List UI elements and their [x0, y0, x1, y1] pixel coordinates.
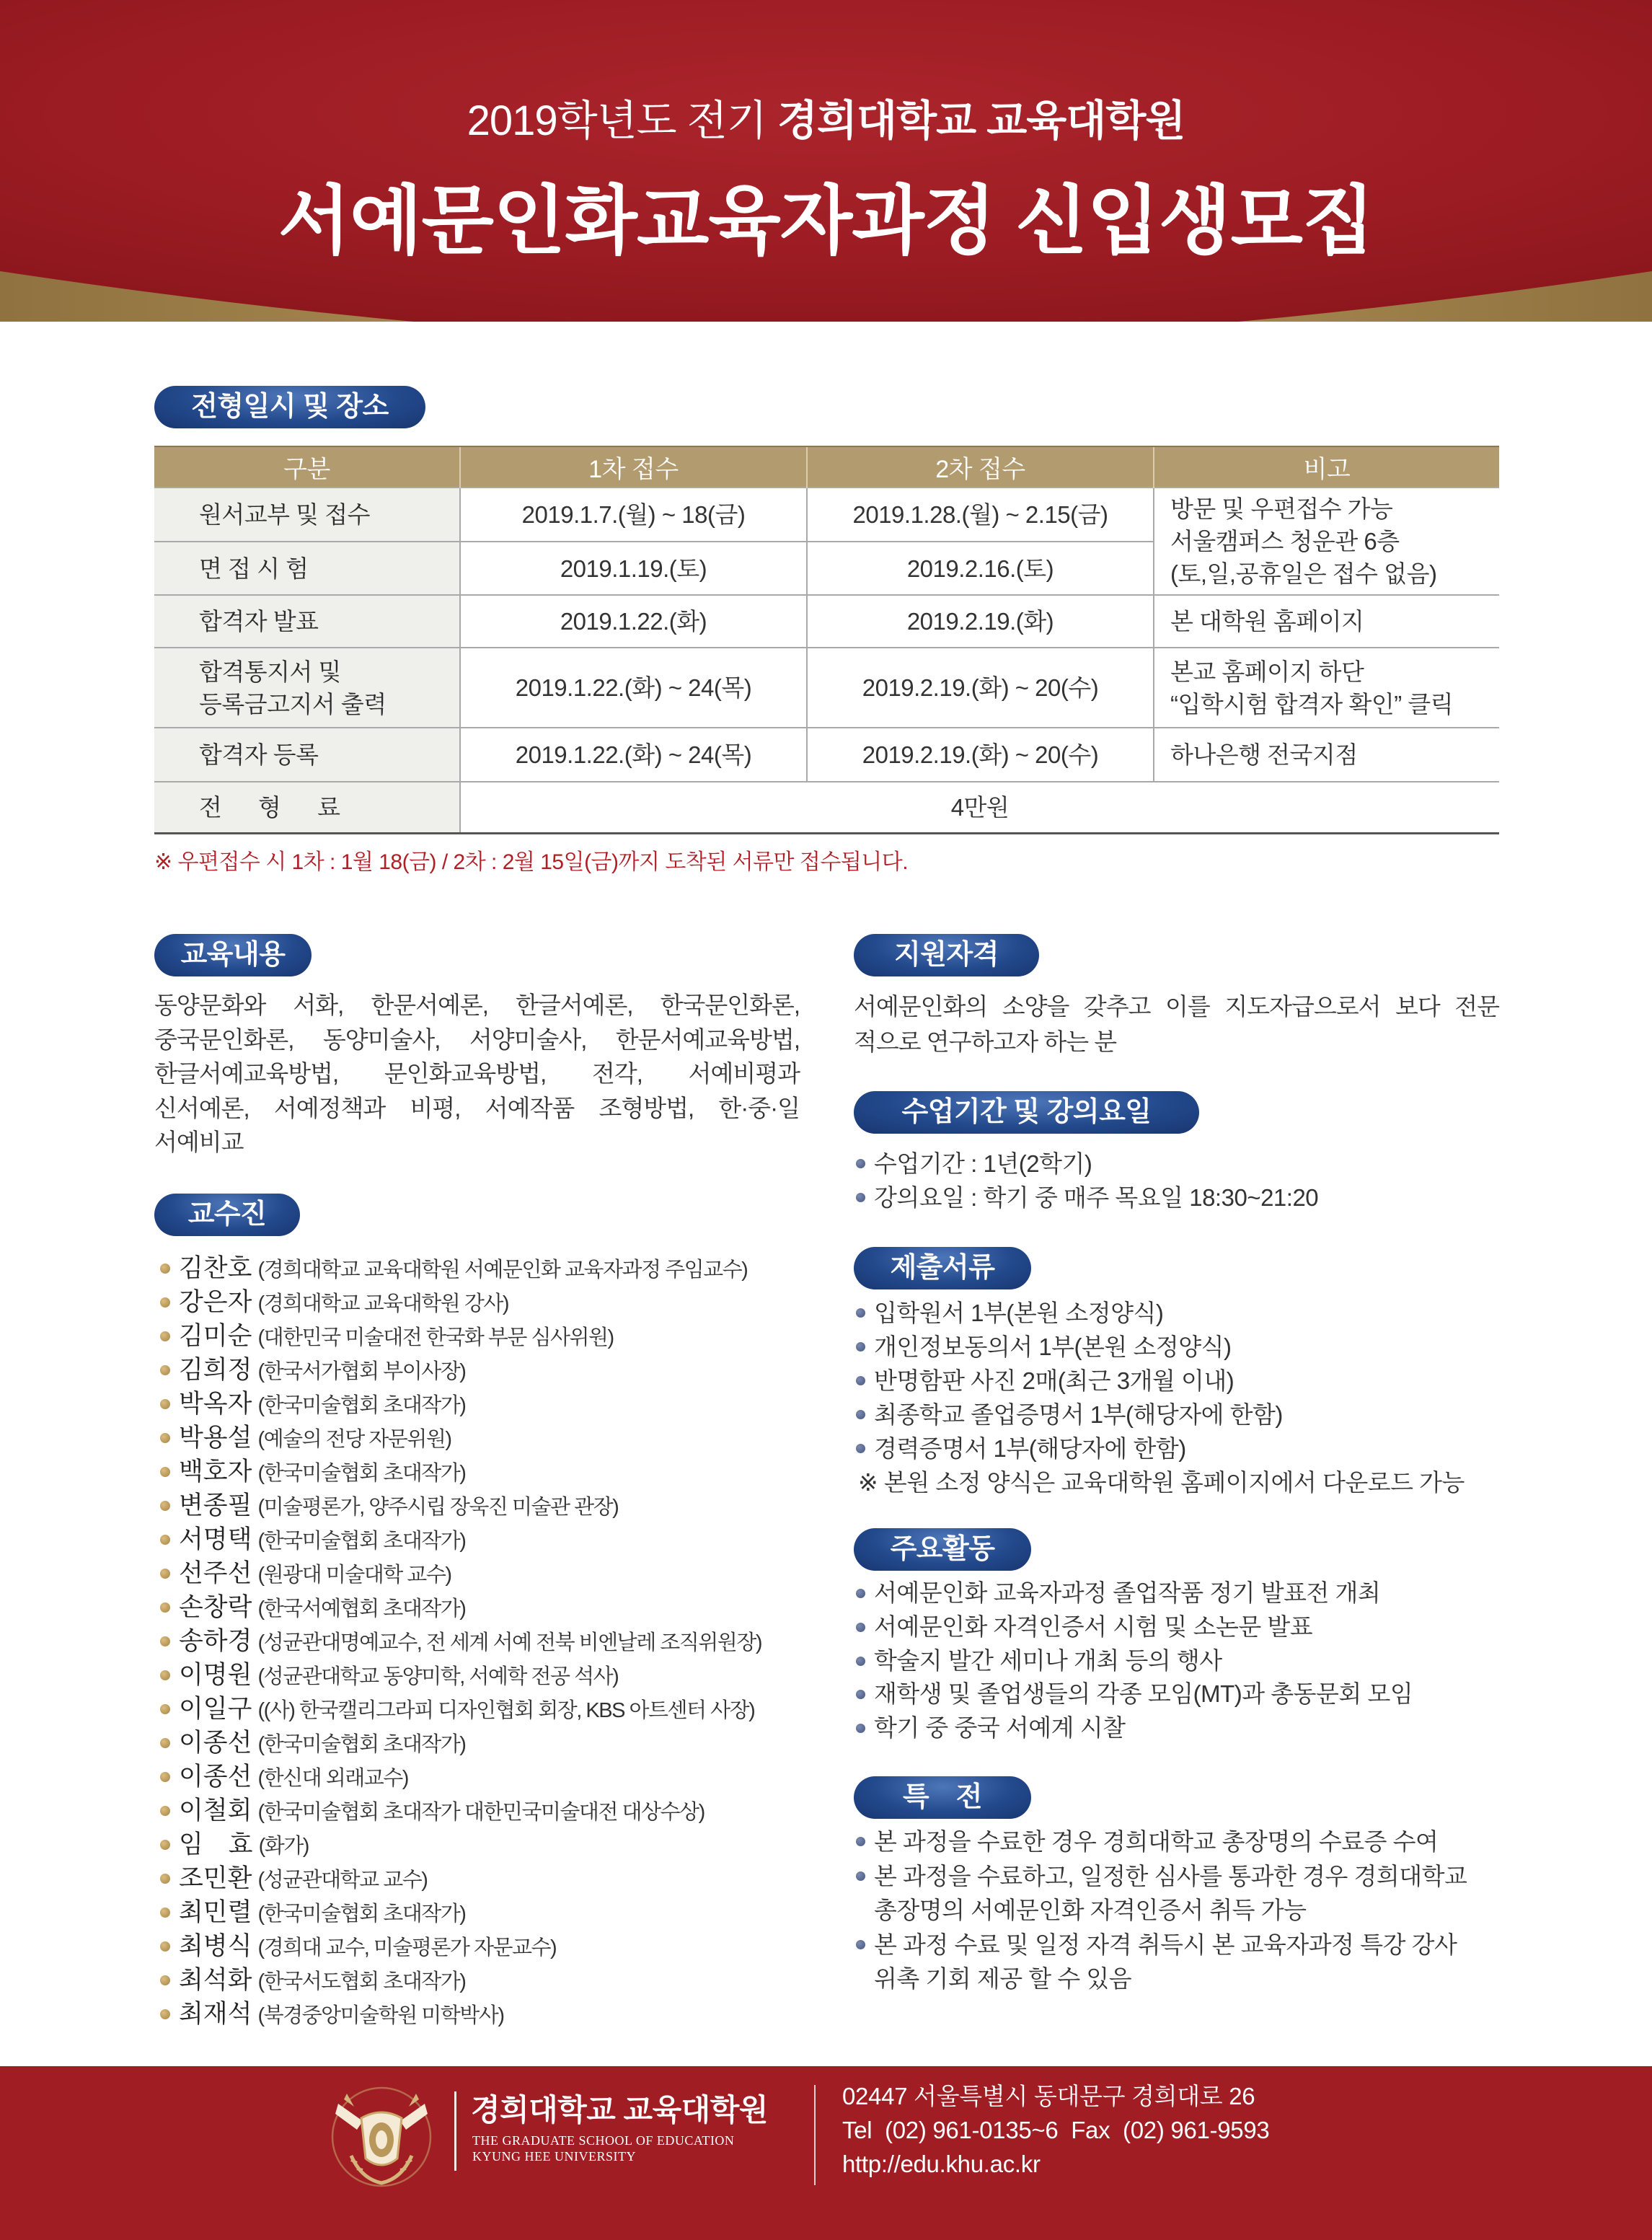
bullet-icon	[160, 1840, 170, 1850]
list-item	[854, 1644, 1499, 1678]
bullet-icon	[160, 1941, 170, 1952]
footer-website: http://edu.khu.ac.kr	[842, 2151, 1041, 2177]
education-line: 동양문화와 서화, 한문서예론, 한글서예론, 한국문인화론,	[154, 992, 800, 1018]
faculty-description: (한국미술협회 초대작가)	[257, 1530, 466, 1553]
faculty-description: (성균관대학교 교수)	[257, 1869, 428, 1892]
faculty-name: 임 효	[179, 1830, 253, 1858]
faculty-member	[154, 1590, 810, 1624]
second-round-date: 2019.2.19.(화)	[807, 595, 1154, 648]
list-item	[854, 1825, 1499, 1859]
faculty-list	[154, 1251, 810, 2031]
footer-phone: Tel (02) 961-0135~6 Fax (02) 961-9593	[842, 2117, 1270, 2143]
list-item-text: 본 과정을 수료한 경우 경희대학교 총장명의 수료증 수여	[874, 1828, 1439, 1855]
faculty-name: 조민환	[179, 1864, 252, 1892]
faculty-member	[154, 1251, 810, 1285]
faculty-description: (성균관대명예교수, 전 세계 서예 전북 비엔날레 조직위원장)	[257, 1631, 761, 1654]
documents-note: ※ 본원 소정 양식은 교육대학원 홈페이지에서 다운로드 가능	[858, 1469, 1465, 1496]
faculty-member	[154, 1285, 810, 1319]
faculty-name: 최재석	[179, 2000, 252, 2028]
list-item	[854, 1181, 1499, 1214]
bullet-icon	[856, 1837, 865, 1846]
bullet-icon	[160, 1399, 170, 1409]
faculty-description: (미술평론가, 양주시립 장욱진 미술관 관장)	[257, 1496, 619, 1519]
row-label: 합격자 등록	[154, 728, 460, 782]
faculty-description: (대한민국 미술대전 한국화 부문 심사위원)	[257, 1326, 614, 1349]
header-school-name: 경희대학교 교육대학원	[777, 97, 1185, 144]
footer-school-name: 경희대학교 교육대학원	[471, 2093, 768, 2127]
benefits-list	[854, 1825, 1499, 1996]
bullet-icon	[856, 1871, 865, 1881]
education-line: 중국문인화론, 동양미술사, 서양미술사, 한문서예교육방법,	[154, 1026, 800, 1053]
faculty-description: (경희대학교 교육대학원 강사)	[257, 1292, 509, 1315]
university-crest-icon	[325, 2078, 438, 2193]
faculty-member	[154, 1489, 810, 1522]
bullet-icon	[160, 1433, 170, 1443]
bullet-icon	[856, 1342, 865, 1352]
bullet-icon	[160, 1264, 170, 1274]
table-row	[154, 595, 1499, 648]
faculty-member	[154, 1861, 810, 1895]
faculty-member	[154, 1319, 810, 1353]
faculty-name: 송하경	[179, 1627, 252, 1655]
row-remark: 본교 홈페이지 하단 “입학시험 합격자 확인” 클릭	[1154, 648, 1499, 728]
faculty-member	[154, 1556, 810, 1590]
faculty-member	[154, 1624, 810, 1658]
faculty-name: 최병식	[179, 1932, 252, 1960]
fee-label: 전 형 료	[154, 782, 460, 833]
section-heading-schedule-info: 수업기간 및 강의요일	[854, 1091, 1199, 1134]
list-item	[854, 1147, 1499, 1181]
first-round-date: 2019.1.22.(화)	[460, 595, 807, 648]
list-item	[854, 1610, 1499, 1644]
table-row-fee	[154, 782, 1499, 833]
list-item	[854, 1364, 1499, 1398]
faculty-description: (성균관대학교 동양미학, 서예학 전공 석사)	[257, 1665, 619, 1688]
second-round-date: 2019.2.16.(토)	[807, 542, 1154, 595]
faculty-description: (한국서예협회 초대작가)	[257, 1597, 466, 1621]
bullet-icon	[856, 1724, 865, 1733]
first-round-date: 2019.1.22.(화) ~ 24(목)	[460, 648, 807, 728]
faculty-name: 강은자	[179, 1288, 252, 1316]
faculty-name: 최석화	[179, 1966, 252, 1994]
faculty-description: (화가)	[258, 1835, 309, 1858]
faculty-member	[154, 1794, 810, 1827]
schedule-table	[154, 446, 1499, 834]
faculty-description: ((사) 한국캘리그라피 디자인협회 회장, KBS 아트센터 사장)	[257, 1699, 755, 1722]
faculty-name: 박옥자	[179, 1390, 252, 1418]
bullet-icon	[160, 1636, 170, 1646]
second-round-date: 2019.2.19.(화) ~ 20(수)	[807, 648, 1154, 728]
faculty-description: (경희대학교 교육대학원 서예문인화 교육자과정 주임교수)	[257, 1258, 748, 1282]
bullet-icon	[160, 1806, 170, 1816]
bullet-icon	[856, 1376, 865, 1385]
list-item-text: 최종학교 졸업증명서 1부(해당자에 한함)	[874, 1401, 1283, 1428]
list-item-text: 경력증명서 1부(해당자에 한함)	[874, 1435, 1186, 1462]
list-item-text: 수업기간 : 1년(2학기)	[874, 1150, 1092, 1177]
bullet-icon	[856, 1159, 865, 1168]
first-round-date: 2019.1.7.(월) ~ 18(금)	[460, 488, 807, 542]
application-remark: 방문 및 우편접수 가능 서울캠퍼스 청운관 6층 (토,일,공휴일은 접수 없음)	[1154, 488, 1499, 595]
footer-school-name-en: THE GRADUATE SCHOOL OF EDUCATION	[472, 2133, 735, 2148]
row-label: 면 접 시 험	[154, 542, 460, 595]
bullet-icon	[856, 1193, 865, 1202]
faculty-member	[154, 1929, 810, 1963]
faculty-description: (원광대 미술대학 교수)	[257, 1564, 451, 1587]
bullet-icon	[856, 1940, 865, 1949]
list-item	[854, 1398, 1499, 1432]
faculty-description: (한국미술협회 초대작가 대한민국미술대전 대상수상)	[257, 1801, 704, 1824]
section-heading-eligibility: 지원자격	[854, 934, 1039, 976]
list-item-text: 서예문인화 교육자과정 졸업작품 정기 발표전 개최	[874, 1579, 1381, 1606]
faculty-name: 김찬호	[179, 1254, 252, 1282]
activities-list	[854, 1577, 1499, 1745]
column-header: 구분	[154, 446, 460, 488]
bullet-icon	[160, 1331, 170, 1341]
education-line: 서예비교	[154, 1129, 244, 1155]
bullet-icon	[856, 1589, 865, 1598]
eligibility-line: 적으로 연구하고자 하는 분	[854, 1028, 1117, 1055]
footer-band	[0, 2066, 1652, 2240]
header-banner	[0, 0, 1652, 325]
bullet-icon	[160, 2009, 170, 2019]
faculty-name: 이종선	[179, 1729, 252, 1757]
list-item	[854, 1330, 1499, 1364]
education-content	[154, 988, 800, 1160]
faculty-description: (경희대 교수, 미술평론가 자문교수)	[257, 1936, 557, 1959]
section-heading-benefits: 특 전	[854, 1776, 1031, 1819]
section-heading-faculty: 교수진	[154, 1194, 300, 1236]
list-item	[854, 1432, 1499, 1465]
second-round-date: 2019.1.28.(월) ~ 2.15(금)	[807, 488, 1154, 542]
bullet-icon	[160, 1670, 170, 1680]
bullet-icon	[160, 1501, 170, 1511]
column-header: 2차 접수	[807, 446, 1154, 488]
header-subtitle	[0, 94, 1652, 149]
faculty-member	[154, 1963, 810, 1997]
list-item	[854, 1711, 1499, 1745]
faculty-description: (예술의 전당 자문위원)	[257, 1428, 451, 1451]
footer-address: 02447 서울특별시 동대문구 경희대로 26	[842, 2083, 1255, 2109]
list-item-text: 본 과정을 수료하고, 일정한 심사를 통과한 경우 경희대학교 총장명의 서예문인화 자격인증서 취득 가능	[874, 1862, 1467, 1923]
faculty-description: (한신대 외래교수)	[257, 1767, 408, 1790]
bullet-icon	[160, 1772, 170, 1782]
faculty-name: 백호자	[179, 1458, 252, 1486]
faculty-member	[154, 1827, 810, 1861]
faculty-description: (한국서도협회 초대작가)	[257, 1970, 466, 1993]
faculty-description: (한국미술협회 초대작가)	[257, 1462, 466, 1485]
faculty-description: (북경중앙미술학원 미학박사)	[257, 2004, 504, 2027]
bullet-icon	[160, 1602, 170, 1613]
faculty-name: 이종선	[179, 1763, 252, 1791]
education-line: 신서예론, 서예정책과 비평, 서예작품 조형방법, 한·중·일	[154, 1094, 800, 1121]
row-remark: 하나은행 전국지점	[1154, 728, 1499, 782]
column-header: 비고	[1154, 446, 1499, 488]
row-label: 합격자 발표	[154, 595, 460, 648]
faculty-member	[154, 1658, 810, 1692]
row-label: 합격통지서 및 등록금고지서 출력	[154, 648, 460, 728]
faculty-description: (한국서가협회 부이사장)	[257, 1360, 466, 1383]
list-item-text: 학술지 발간 세미나 개최 등의 행사	[874, 1646, 1222, 1674]
first-round-date: 2019.1.19.(토)	[460, 542, 807, 595]
table-row	[154, 488, 1499, 542]
faculty-member	[154, 1387, 810, 1421]
footer-university-name-en: KYUNG HEE UNIVERSITY	[472, 2149, 636, 2164]
list-item	[854, 1677, 1499, 1711]
bullet-icon	[160, 1908, 170, 1918]
table-header-row	[154, 446, 1499, 488]
faculty-name: 이일구	[179, 1695, 252, 1723]
section-heading-documents: 제출서류	[854, 1247, 1031, 1289]
bullet-icon	[160, 1975, 170, 1985]
second-round-date: 2019.2.19.(화) ~ 20(수)	[807, 728, 1154, 782]
bullet-icon	[856, 1690, 865, 1699]
faculty-description: (한국미술협회 초대작가)	[257, 1733, 466, 1756]
section-heading-education: 교육내용	[154, 934, 312, 976]
row-remark: 본 대학원 홈페이지	[1154, 595, 1499, 648]
eligibility-line: 서예문인화의 소양을 갖추고 이를 지도자급으로서 보다 전문	[854, 993, 1499, 1020]
list-item	[854, 1577, 1499, 1610]
bullet-icon	[856, 1410, 865, 1419]
faculty-member	[154, 1726, 810, 1760]
schedule-info-list	[854, 1147, 1499, 1214]
section-heading-schedule: 전형일시 및 장소	[154, 386, 425, 428]
faculty-name: 서명택	[179, 1525, 252, 1553]
mail-application-note: ※ 우편접수 시 1차 : 1월 18(금) / 2차 : 2월 15일(금)까지 도착된 서류만 접수됩니다.	[154, 850, 909, 874]
faculty-member	[154, 1895, 810, 1929]
list-item	[854, 1928, 1499, 1996]
bullet-icon	[160, 1467, 170, 1477]
bullet-icon	[160, 1297, 170, 1308]
eligibility-content	[854, 989, 1499, 1059]
list-item	[854, 1859, 1499, 1928]
list-item-text: 학기 중 중국 서예계 시찰	[874, 1714, 1126, 1742]
bullet-icon	[160, 1874, 170, 1884]
faculty-name: 변종필	[179, 1491, 252, 1520]
faculty-member	[154, 1760, 810, 1794]
footer-divider	[454, 2091, 456, 2171]
list-item-text: 반명함판 사진 2매(최근 3개월 이내)	[874, 1367, 1234, 1394]
list-item	[854, 1296, 1499, 1330]
faculty-name: 선주선	[179, 1559, 252, 1587]
faculty-member	[154, 1455, 810, 1489]
list-item-text: 입학원서 1부(본원 소정양식)	[874, 1300, 1164, 1326]
bullet-icon	[856, 1657, 865, 1666]
faculty-name: 이철회	[179, 1796, 252, 1825]
page-title: 서예문인화교육자과정 신입생모집	[278, 180, 1374, 263]
bullet-icon	[160, 1365, 170, 1375]
section-heading-activities: 주요활동	[854, 1528, 1031, 1571]
bullet-icon	[160, 1535, 170, 1545]
faculty-name: 최민렬	[179, 1898, 252, 1926]
faculty-name: 김희정	[179, 1356, 252, 1384]
faculty-name: 이명원	[179, 1661, 252, 1689]
faculty-name: 손창락	[179, 1593, 252, 1621]
documents-list	[854, 1296, 1499, 1499]
faculty-name: 박용설	[179, 1424, 252, 1452]
row-label: 원서교부 및 접수	[154, 488, 460, 542]
fee-value: 4만원	[460, 782, 1499, 833]
first-round-date: 2019.1.22.(화) ~ 24(목)	[460, 728, 807, 782]
bullet-icon	[160, 1738, 170, 1748]
table-row	[154, 728, 1499, 782]
faculty-member	[154, 1997, 810, 2031]
header-subtitle-prefix: 2019학년도 전기	[467, 97, 767, 144]
faculty-description: (한국미술협회 초대작가)	[257, 1902, 466, 1926]
footer-separator	[814, 2085, 816, 2185]
list-item-text: 본 과정 수료 및 일정 자격 취득시 본 교육자과정 특강 강사 위촉 기회 제공 할 수 있음	[874, 1931, 1457, 1992]
education-line: 한글서예교육방법, 문인화교육방법, 전각, 서예비평과	[154, 1060, 800, 1087]
column-header: 1차 접수	[460, 446, 807, 488]
bullet-icon	[160, 1704, 170, 1714]
list-item-text: 서예문인화 자격인증서 시험 및 소논문 발표	[874, 1613, 1313, 1640]
bullet-icon	[856, 1623, 865, 1632]
bullet-icon	[160, 1569, 170, 1579]
list-item-text: 개인정보동의서 1부(본원 소정양식)	[874, 1333, 1232, 1360]
faculty-description: (한국미술협회 초대작가)	[257, 1394, 466, 1417]
bullet-icon	[856, 1444, 865, 1453]
faculty-member	[154, 1692, 810, 1726]
faculty-member	[154, 1421, 810, 1455]
bullet-icon	[856, 1308, 865, 1318]
faculty-name: 김미순	[179, 1322, 252, 1350]
list-item-text: 강의요일 : 학기 중 매주 목요일 18:30~21:20	[874, 1184, 1319, 1211]
list-item-text: 재학생 및 졸업생들의 각종 모임(MT)과 총동문회 모임	[874, 1680, 1413, 1708]
faculty-member	[154, 1353, 810, 1387]
table-row	[154, 648, 1499, 728]
faculty-member	[154, 1522, 810, 1556]
